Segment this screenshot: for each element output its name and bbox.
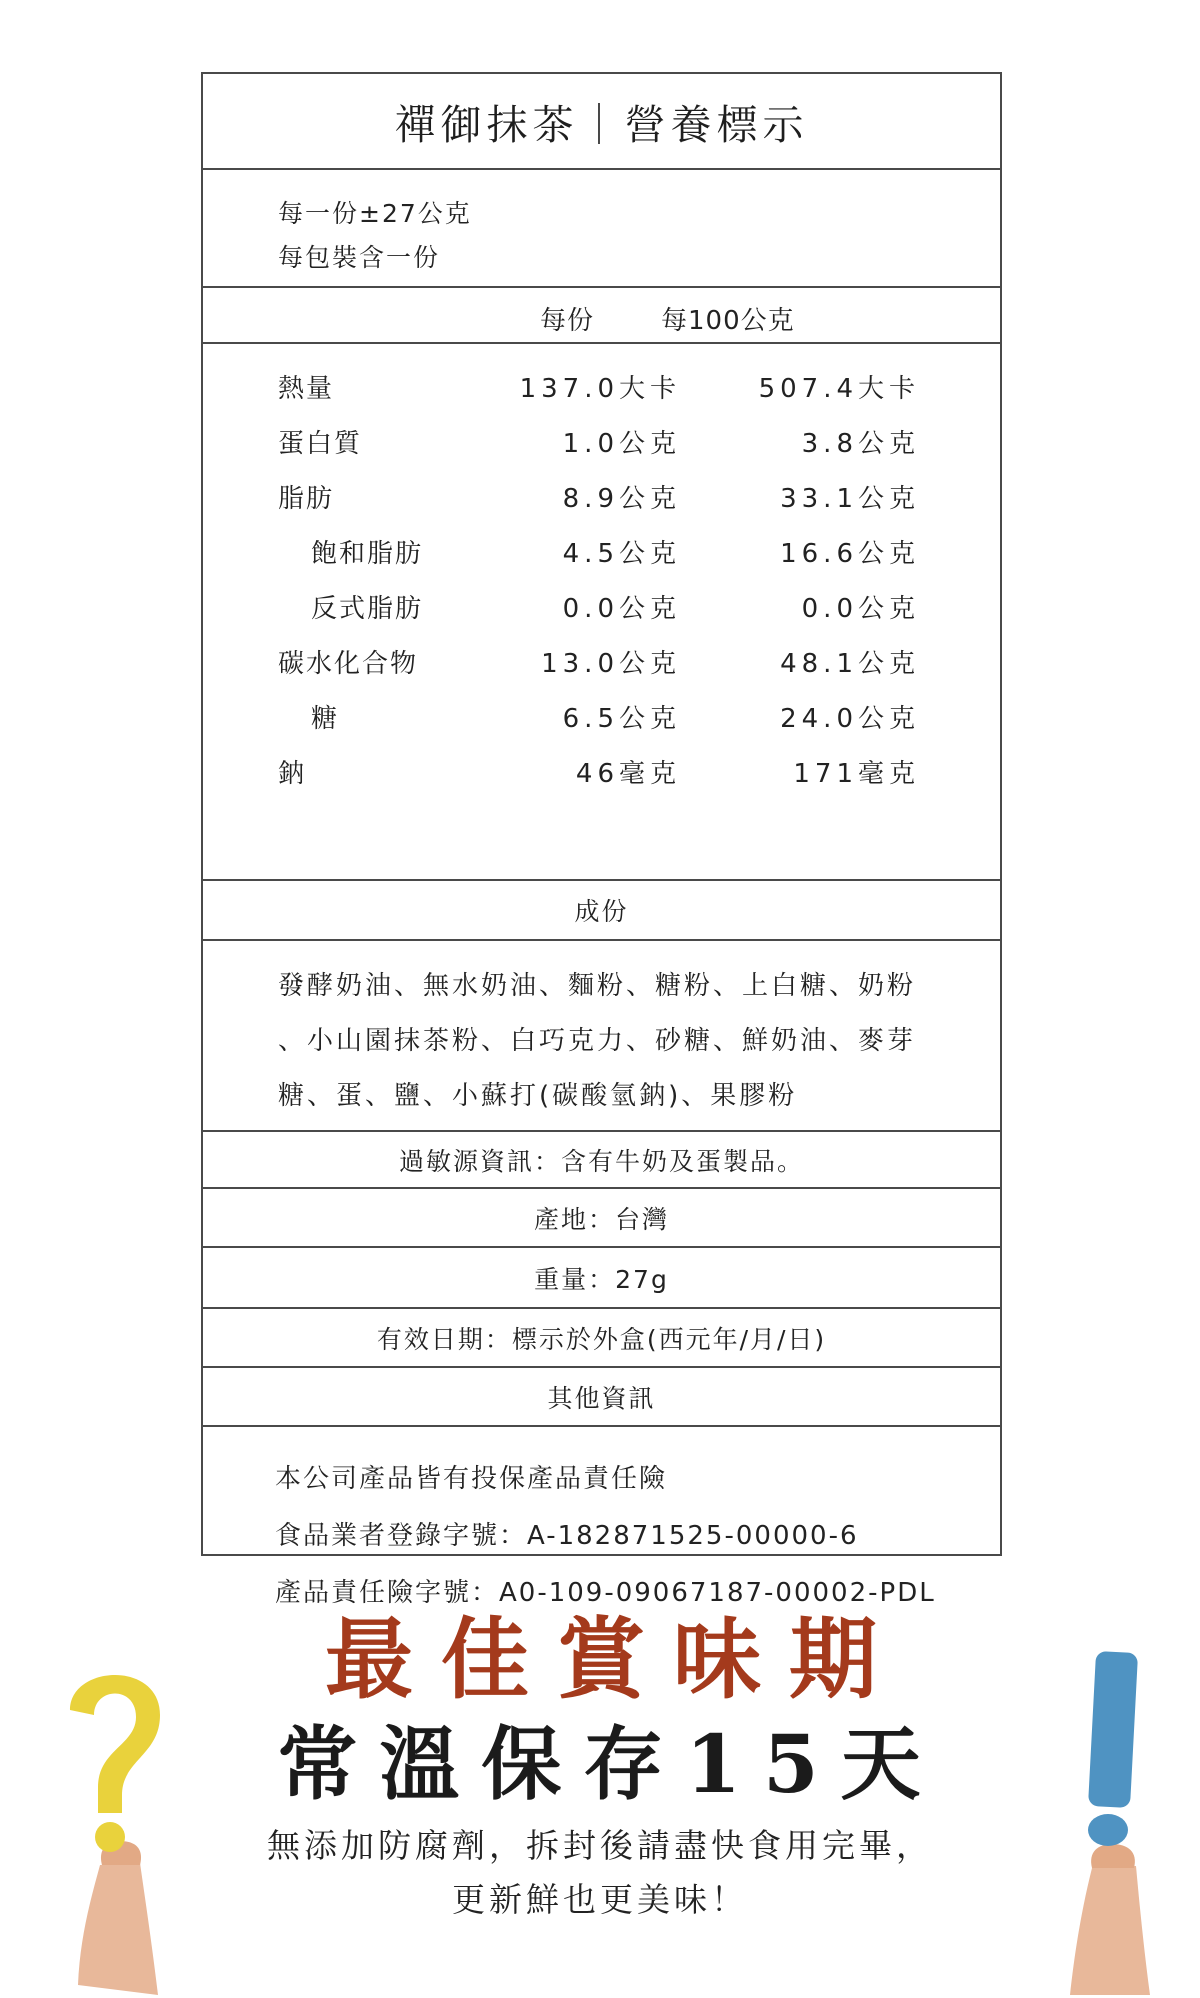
column-header-row — [203, 288, 1000, 344]
other-info-line: 產品責任險字號：A0-109-09067187-00002-PDL — [275, 1578, 936, 1608]
label-title: 禪御抹茶｜營養標示 — [203, 74, 1000, 170]
nutrient-row — [203, 753, 1000, 793]
ingredients-heading: 成份 — [203, 881, 1000, 941]
nutrient-name: 碳水化合物 — [278, 649, 419, 679]
nutrient-name: 飽和脂肪 — [311, 539, 424, 569]
nutrient-row — [203, 368, 1000, 408]
storage-duration: 常溫保存15天 — [277, 1717, 943, 1811]
nutrient-per-100g: 24.0公克 — [780, 704, 920, 734]
nutrient-name: 鈉 — [278, 759, 307, 789]
nutrient-row — [203, 478, 1000, 518]
serving-info — [203, 170, 1000, 288]
freshness-note-line2: 更新鮮也更美味！ — [452, 1880, 748, 1919]
nutrient-per-100g: 3.8公克 — [801, 429, 920, 459]
freshness-note-line1: 無添加防腐劑，拆封後請盡快食用完畢， — [267, 1826, 933, 1865]
expiry-info: 有效日期：標示於外盒(西元年/月/日) — [203, 1309, 1000, 1368]
nutrient-name: 蛋白質 — [278, 429, 363, 459]
allergen-info: 過敏源資訊：含有牛奶及蛋製品。 — [203, 1132, 1000, 1189]
other-info-line: 食品業者登錄字號：A-182871525-00000-6 — [275, 1521, 859, 1551]
nutrient-per-100g: 33.1公克 — [780, 484, 920, 514]
servings-per-pack: 每包裝含一份 — [278, 243, 441, 272]
nutrient-per-serving: 13.0公克 — [541, 649, 681, 679]
question-mark-sign-icon — [40, 1655, 190, 1995]
nutrition-label-table — [201, 72, 1002, 1608]
other-info-line: 本公司產品皆有投保產品責任險 — [275, 1464, 668, 1494]
nutrient-per-serving: 6.5公克 — [562, 704, 681, 734]
ingredients-list — [203, 941, 1000, 1132]
ingredients-line: 發酵奶油、無水奶油、麵粉、糖粉、上白糖、奶粉 — [278, 971, 917, 1001]
nutrient-per-serving: 1.0公克 — [562, 429, 681, 459]
nutrient-name: 糖 — [311, 704, 340, 734]
nutrient-per-serving: 137.0大卡 — [519, 374, 681, 404]
exclamation-mark-sign-icon — [1040, 1640, 1180, 1995]
nutrient-per-serving: 8.9公克 — [562, 484, 681, 514]
nutrient-per-serving: 4.5公克 — [562, 539, 681, 569]
nutrient-row — [203, 423, 1000, 463]
nutrient-table — [203, 344, 1000, 881]
other-info-list — [203, 1427, 1000, 1608]
nutrient-per-100g: 48.1公克 — [780, 649, 920, 679]
ingredients-line: 、小山園抹茶粉、白巧克力、砂糖、鮮奶油、麥芽 — [278, 1026, 917, 1056]
other-info-heading: 其他資訊 — [203, 1368, 1000, 1427]
nutrient-row — [203, 533, 1000, 573]
nutrient-row — [203, 588, 1000, 628]
nutrient-name: 反式脂肪 — [311, 594, 424, 624]
ingredients-line: 糖、蛋、鹽、小蘇打(碳酸氫鈉)、果膠粉 — [278, 1081, 798, 1111]
nutrient-per-100g: 507.4大卡 — [758, 374, 920, 404]
column-header-per-100g: 每100公克 — [661, 306, 795, 336]
best-before-heading: 最佳賞味期 — [324, 1607, 905, 1711]
nutrient-row — [203, 643, 1000, 683]
nutrient-name: 熱量 — [278, 374, 335, 404]
nutrient-row — [203, 698, 1000, 738]
nutrient-per-100g: 0.0公克 — [801, 594, 920, 624]
nutrient-per-100g: 16.6公克 — [780, 539, 920, 569]
serving-size: 每一份±27公克 — [278, 199, 472, 228]
weight-info: 重量：27g — [203, 1248, 1000, 1309]
origin-info: 產地：台灣 — [203, 1189, 1000, 1248]
column-header-per-serving: 每份 — [540, 306, 595, 336]
nutrient-name: 脂肪 — [278, 484, 335, 514]
nutrient-per-serving: 46毫克 — [575, 759, 681, 789]
nutrient-per-serving: 0.0公克 — [562, 594, 681, 624]
nutrient-per-100g: 171毫克 — [793, 759, 920, 789]
